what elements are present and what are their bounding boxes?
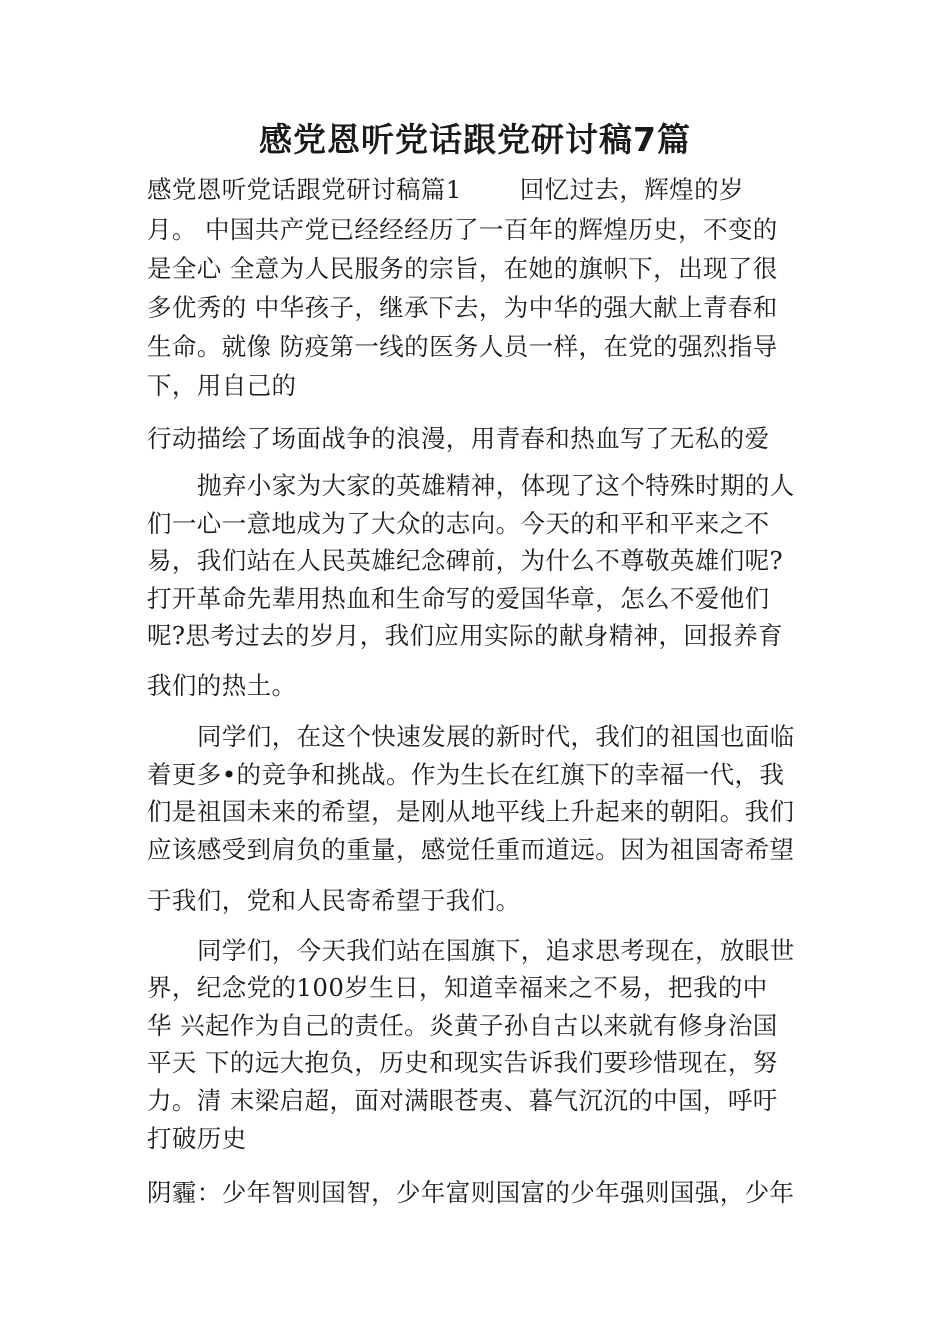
text-line: 力。清 末梁启超，面对满眼苍夷、暮气沉沉的中国，呼吁 (147, 1086, 778, 1115)
text-line: 感党恩听党话跟党研讨稿篇1 回忆过去，辉煌的岁 (147, 175, 744, 204)
text-line: 生命。就像 防疫第一线的医务人员一样，在党的强烈指导 (147, 332, 778, 361)
text-line: 应该感受到肩负的重量，感觉任重而道远。因为祖国寄希望 (147, 835, 795, 864)
text-line: 下，用自己的 (147, 371, 297, 400)
text-line: 行动描绘了场面战争的浪漫，用青春和热血写了无私的爱 (147, 424, 770, 453)
text-line: 华 兴起作为自己的责任。炎黄子孙自古以来就有修身治国 (147, 1011, 778, 1040)
text-line: 呢?思考过去的岁月，我们应用实际的献身精神，回报养育 (147, 621, 784, 650)
text-line: 们是祖国未来的希望，是刚从地平线上升起来的朝阳。我们 (147, 797, 795, 826)
paragraph-first-line: 同学们，今天我们站在国旗下，追求思考现在，放眼世 (197, 936, 795, 965)
text-line: 我们的热土。 (147, 671, 297, 700)
text-line: 多优秀的 中华孩子，继承下去，为中华的强大献上青春和 (147, 293, 778, 322)
text-line: 月。 中国共产党已经经经历了一百年的辉煌历史，不变的 (147, 215, 778, 244)
text-line: 于我们，党和人民寄希望于我们。 (147, 886, 521, 915)
text-line: 平天 下的远大抱负，历史和现实告诉我们要珍惜现在，努 (147, 1048, 778, 1077)
text-line: 界，纪念党的100岁生日，知道幸福来之不易，把我的中 (147, 973, 768, 1002)
paragraph-first-line: 抛弃小家为大家的英雄精神，体现了这个特殊时期的人 (197, 471, 795, 500)
text-line: 打破历史 (147, 1124, 247, 1153)
document-title: 感党恩听党话跟党研讨稿7篇 (259, 120, 691, 159)
text-line: 打开革命先辈用热血和生命写的爱国华章，怎么不爱他们 (147, 584, 770, 613)
text-line: 着更多•的竞争和挑战。作为生长在红旗下的幸福一代，我 (147, 760, 785, 789)
text-line: 们一心一意地成为了大众的志向。今天的和平和平来之不 (147, 509, 770, 538)
paragraph-first-line: 同学们，在这个快速发展的新时代，我们的祖国也面临 (197, 722, 795, 751)
text-line: 阴霾：少年智则国智，少年富则国富的少年强则国强，少年 (147, 1178, 795, 1207)
text-line: 易，我们站在人民英雄纪念碑前，为什么不尊敬英雄们呢? (147, 546, 784, 575)
text-line: 是全心 全意为人民服务的宗旨，在她的旗帜下，出现了很 (147, 254, 778, 283)
